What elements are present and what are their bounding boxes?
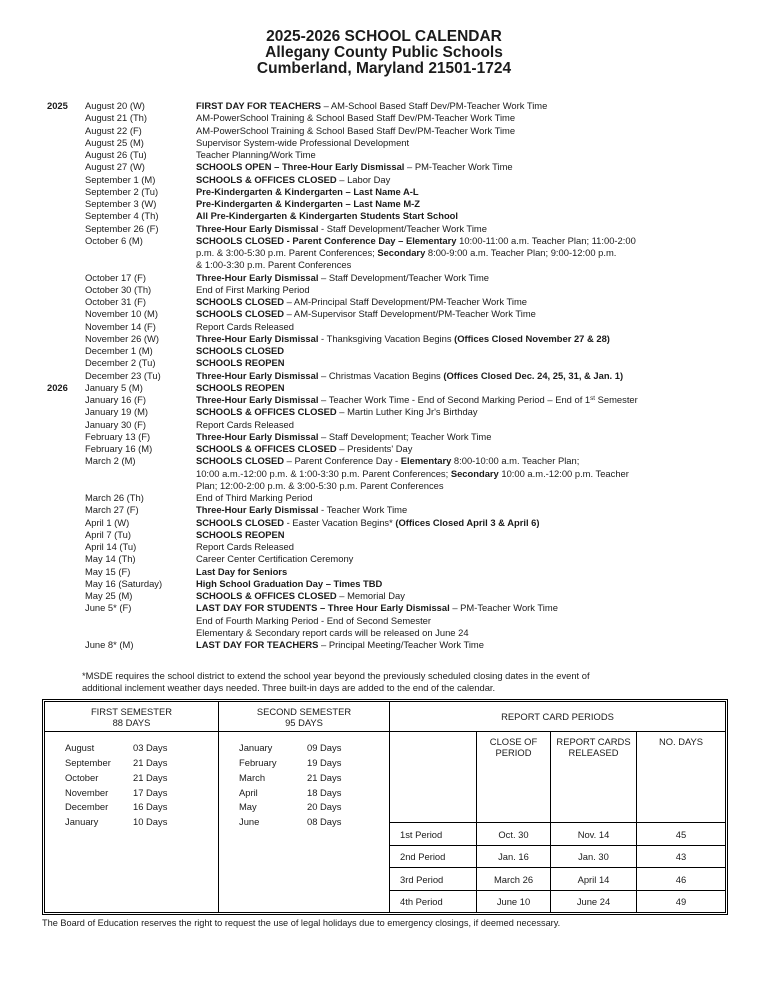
entry-date: May 15 (F) <box>85 565 131 577</box>
entry-text-segment: st <box>590 395 596 402</box>
entry-description <box>196 382 742 394</box>
calendar-entry <box>47 602 742 639</box>
entry-description <box>196 443 742 455</box>
month-days: 09 Days <box>307 742 342 754</box>
calendar-entry <box>47 357 742 369</box>
first-semester-days: 88 DAYS <box>112 717 151 729</box>
entry-text-segment: Supervisor System-wide Professional Development <box>196 136 410 148</box>
calendar-entry <box>47 296 742 308</box>
calendar-entry <box>47 100 742 112</box>
entry-description <box>196 590 742 602</box>
entry-description <box>196 223 742 235</box>
entry-text-segment: p.m. & 3:00-5:30 p.m. Parent Conferences; <box>196 247 378 258</box>
report-card-cell: 46 <box>636 867 725 890</box>
entry-text-segment: Three-Hour Early Dismissal <box>196 369 319 381</box>
entry-text-segment: Pre-Kindergarten & Kindergarten – Last Name A-L <box>196 185 419 197</box>
entry-description <box>196 296 742 308</box>
entry-text-segment: LAST DAY FOR STUDENTS – Three Hour Early Dismissal <box>196 602 450 614</box>
month-row <box>239 755 389 770</box>
entry-date: January 5 (M) <box>85 381 143 393</box>
month-name: September <box>65 756 111 768</box>
month-days: 10 Days <box>133 816 168 828</box>
entry-text-segment: SCHOOLS REOPEN <box>196 357 285 369</box>
month-row <box>239 740 389 755</box>
entry-text-segment: Report Cards Released <box>196 320 294 332</box>
calendar-entry <box>47 333 742 345</box>
entry-text-segment: SCHOOLS CLOSED - Parent Conference Day – Elementary <box>196 234 457 246</box>
entry-year: 2026 <box>47 381 68 393</box>
month-name: March <box>239 771 266 783</box>
calendar-entry <box>47 210 742 222</box>
entry-text-segment: – AM-Principal Staff Development/PM-Teacher Work Time <box>284 296 527 307</box>
report-card-cell: Nov. 14 <box>550 822 636 845</box>
second-semester-header <box>219 702 389 732</box>
calendar-entry <box>47 578 742 590</box>
entry-date: December 1 (M) <box>85 345 153 356</box>
calendar-entry <box>47 455 742 492</box>
entry-description <box>196 529 742 541</box>
entry-date: August 20 (W) <box>85 100 145 111</box>
district-name: Allegany County Public Schools <box>265 44 503 61</box>
entry-description <box>196 578 742 590</box>
entry-text-segment: All Pre-Kindergarten & Kindergarten Students Start School <box>196 210 459 222</box>
report-card-period-label: 3rd Period <box>390 867 476 890</box>
report-card-cell: 45 <box>636 822 725 845</box>
entry-description <box>196 321 742 333</box>
entry-text-segment: SCHOOLS REOPEN <box>196 528 285 540</box>
month-days: 03 Days <box>133 742 168 754</box>
entry-description <box>196 112 742 124</box>
report-card-column-header: REPORT CARDS RELEASED <box>550 732 636 822</box>
entry-text-segment: SCHOOLS & OFFICES CLOSED <box>196 173 337 185</box>
month-days: 17 Days <box>133 786 168 798</box>
entry-text-segment: FIRST DAY FOR TEACHERS <box>196 100 322 111</box>
entry-date: January 16 (F) <box>85 394 146 405</box>
report-card-column-header <box>390 732 476 822</box>
calendar-entry <box>47 308 742 320</box>
month-days: 18 Days <box>307 786 342 798</box>
month-row <box>239 799 389 814</box>
entry-text-segment: Secondary <box>450 467 499 479</box>
entry-text-segment: – Martin Luther King Jr's Birthday <box>336 406 478 418</box>
report-card-panel <box>390 702 725 912</box>
month-days: 21 Days <box>133 771 168 783</box>
summary-table <box>42 699 728 915</box>
report-card-cell: April 14 <box>550 867 636 890</box>
entry-description <box>196 504 742 516</box>
entry-text-segment: Three-Hour Early Dismissal <box>196 222 319 234</box>
entry-text-segment: - Teacher Work Time <box>318 504 408 516</box>
entry-date: June 5* (F) <box>85 602 132 614</box>
entry-date: October 6 (M) <box>85 234 143 246</box>
report-card-cell: 49 <box>636 890 725 913</box>
month-row <box>65 785 218 800</box>
month-days: 19 Days <box>307 756 342 768</box>
entry-description <box>196 602 742 639</box>
entry-date: September 4 (Th) <box>85 210 159 222</box>
entry-text-segment: End of Third Marking Period <box>196 492 313 503</box>
entry-text-segment: 10:00 a.m.-12:00 p.m. & 1:00-3:30 p.m. Parent Conferences; <box>196 467 451 479</box>
entry-description <box>196 308 742 320</box>
entry-description <box>196 210 742 222</box>
first-semester-header <box>45 702 218 732</box>
second-semester-days: 95 DAYS <box>285 717 323 729</box>
month-row <box>65 814 218 829</box>
entry-text-segment: Teacher Planning/Work Time <box>196 149 316 160</box>
calendar-entry <box>47 443 742 455</box>
entry-text-segment: SCHOOLS & OFFICES CLOSED <box>196 590 337 601</box>
month-days: 08 Days <box>307 816 342 828</box>
month-name: May <box>239 801 257 813</box>
second-semester-months <box>219 732 389 829</box>
entry-date: September 26 (F) <box>85 222 159 234</box>
report-card-period-label: 2nd Period <box>390 845 476 868</box>
report-card-cell: Oct. 30 <box>476 822 550 845</box>
month-name: February <box>239 756 277 768</box>
entry-date: September 3 (W) <box>85 198 157 209</box>
entry-date: January 30 (F) <box>85 418 146 430</box>
month-row <box>65 799 218 814</box>
entry-text-segment: Report Cards Released <box>196 418 294 430</box>
entry-description <box>196 357 742 369</box>
entry-description <box>196 125 742 137</box>
report-card-cell: June 10 <box>476 890 550 913</box>
entry-date: March 26 (Th) <box>85 492 144 503</box>
calendar-entry <box>47 235 742 272</box>
report-card-cell: 43 <box>636 845 725 868</box>
month-name: April <box>239 786 258 798</box>
entry-text-segment: Three-Hour Early Dismissal <box>196 430 319 442</box>
report-card-column-header: CLOSE OF PERIOD <box>476 732 550 822</box>
entry-text-segment: – PM-Teacher Work Time <box>404 161 513 173</box>
report-card-cell: Jan. 16 <box>476 845 550 868</box>
entry-text-segment: 10:00-11:00 a.m. Teacher Plan; 11:00-2:00 <box>456 234 636 246</box>
entry-text-segment: – Presidents' Day <box>336 443 413 454</box>
calendar-entry <box>47 321 742 333</box>
calendar-entry <box>47 639 742 651</box>
calendar-entry <box>47 382 742 394</box>
msde-footnote <box>82 670 768 693</box>
entry-description <box>196 394 742 406</box>
entry-description <box>196 174 742 186</box>
calendar-entry <box>47 137 742 149</box>
entry-date: April 14 (Tu) <box>85 541 137 552</box>
calendar-entry <box>47 186 742 198</box>
entry-text-segment: LAST DAY FOR TEACHERS <box>196 639 319 650</box>
page-title: 2025-2026 SCHOOL CALENDAR <box>266 28 502 45</box>
calendar-entry <box>47 112 742 124</box>
month-name: January <box>65 816 99 828</box>
entry-text-segment: End of Fourth Marking Period - End of Second Semester <box>196 614 432 626</box>
calendar-entry <box>47 419 742 431</box>
report-card-grid <box>390 732 725 912</box>
entry-text-segment: SCHOOLS & OFFICES CLOSED <box>196 406 337 418</box>
entry-date: April 1 (W) <box>85 516 130 528</box>
entry-description <box>196 186 742 198</box>
first-semester-title: FIRST SEMESTER <box>90 706 173 718</box>
entry-description <box>196 137 742 149</box>
month-name: January <box>239 742 273 754</box>
second-semester-title: SECOND SEMESTER <box>256 706 352 718</box>
entry-text-segment: – Christmas Vacation Begins <box>318 369 444 381</box>
entry-date: April 7 (Tu) <box>85 528 132 540</box>
entry-date: May 14 (Th) <box>85 553 136 565</box>
entry-text-segment: SCHOOLS CLOSED <box>196 455 285 467</box>
entry-text-segment: - Staff Development/Teacher Work Time <box>318 222 487 234</box>
entry-text-segment: SCHOOLS CLOSED <box>196 296 285 307</box>
entry-text-segment: Elementary & Secondary report cards will be released on June 24 <box>196 626 469 638</box>
entry-text-segment: – Labor Day <box>336 173 391 185</box>
calendar-entry <box>47 149 742 161</box>
entry-description <box>196 419 742 431</box>
entry-text-segment: Report Cards Released <box>196 541 294 552</box>
entry-description <box>196 541 742 553</box>
entry-text-segment: Secondary <box>377 247 426 258</box>
calendar-entry <box>47 174 742 186</box>
entry-description <box>196 492 742 504</box>
first-semester-months <box>45 732 218 829</box>
entry-text-segment: High School Graduation Day – Times TBD <box>196 577 383 589</box>
month-row <box>65 770 218 785</box>
month-row <box>65 740 218 755</box>
entry-date: September 2 (Tu) <box>85 185 159 197</box>
entry-date: October 17 (F) <box>85 271 146 283</box>
entry-text-segment: – Parent Conference Day - <box>284 455 401 467</box>
entry-text-segment: – PM-Teacher Work Time <box>449 602 558 614</box>
calendar-entry <box>47 566 742 578</box>
report-card-title: REPORT CARD PERIODS <box>390 702 725 732</box>
calendar-entry <box>47 492 742 504</box>
calendar-entry <box>47 504 742 516</box>
entry-text-segment: – Staff Development; Teacher Work Time <box>318 430 492 442</box>
entry-date: August 21 (Th) <box>85 112 148 124</box>
month-days: 21 Days <box>133 756 168 768</box>
entry-date: November 14 (F) <box>85 320 156 332</box>
entry-text-segment: - Easter Vacation Begins* <box>284 516 396 528</box>
entry-description <box>196 639 742 651</box>
month-row <box>239 814 389 829</box>
entry-text-segment: Semester <box>595 394 638 405</box>
board-note: The Board of Education reserves the right to request the use of legal holidays due to emergency closings, if deemed necessary. <box>42 918 561 929</box>
entry-date: November 26 (W) <box>85 332 159 344</box>
entry-text-segment: – AM-School Based Staff Dev/PM-Teacher Work Time <box>321 100 548 111</box>
entry-text-segment: 8:00-10:00 a.m. Teacher Plan; <box>451 455 580 467</box>
msde-footnote-line1: *MSDE requires the school district to extend the school year beyond the previously scheduled closing dates in the event of <box>82 670 590 682</box>
report-card-period-label: 1st Period <box>390 822 476 845</box>
entry-description <box>196 198 742 210</box>
entry-text-segment: Plan; 12:00-2:00 p.m. & 3:00-5:30 p.m. Parent Conferences <box>196 479 444 491</box>
report-card-cell: Jan. 30 <box>550 845 636 868</box>
calendar-entry <box>47 370 742 382</box>
entry-description <box>196 272 742 284</box>
entry-text-segment: (Offices Closed April 3 & April 6) <box>395 516 540 528</box>
month-days: 16 Days <box>133 801 168 813</box>
entry-description <box>196 149 742 161</box>
entry-text-segment: 10:00 a.m.-12:00 p.m. Teacher <box>498 467 629 479</box>
entry-description <box>196 345 742 357</box>
calendar-entry <box>47 394 742 406</box>
calendar-entry <box>47 125 742 137</box>
entry-description <box>196 455 742 492</box>
entry-text-segment: Career Center Certification Ceremony <box>196 553 354 565</box>
entry-text-segment: – AM-Supervisor Staff Development/PM-Teacher Work Time <box>284 308 536 320</box>
entry-text-segment: & 1:00-3:30 p.m. Parent Conferences <box>196 259 352 271</box>
calendar-entry <box>47 223 742 235</box>
entry-text-segment: 8:00-9:00 a.m. Teacher Plan; 9:00-12:00 p.m. <box>425 247 617 258</box>
entry-text-segment: Elementary <box>400 455 452 467</box>
month-name: November <box>65 786 109 798</box>
entry-date: August 22 (F) <box>85 124 142 136</box>
entry-text-segment: SCHOOLS CLOSED <box>196 516 285 528</box>
entry-text-segment: End of First Marking Period <box>196 283 310 295</box>
first-semester-panel <box>45 702 219 912</box>
entry-text-segment: Three-Hour Early Dismissal <box>196 504 319 516</box>
calendar-entry <box>47 517 742 529</box>
entry-description <box>196 333 742 345</box>
entry-date: August 27 (W) <box>85 161 145 173</box>
entry-text-segment: SCHOOLS OPEN – Three-Hour Early Dismissal <box>196 161 405 173</box>
report-card-cell: June 24 <box>550 890 636 913</box>
calendar-entry <box>47 590 742 602</box>
entry-text-segment: Three-Hour Early Dismissal <box>196 332 319 344</box>
entry-description <box>196 370 742 382</box>
msde-footnote-line2: additional inclement weather days needed. Three built-in days are added to the end of the calendar. <box>82 681 496 693</box>
entry-text-segment: – Memorial Day <box>336 590 405 601</box>
calendar-entry <box>47 272 742 284</box>
entry-text-segment: SCHOOLS REOPEN <box>196 381 285 393</box>
entry-text-segment: - Thanksgiving Vacation Begins <box>318 332 455 344</box>
entry-text-segment: AM-PowerSchool Training & School Based Staff Dev/PM-Teacher Work Time <box>196 124 516 136</box>
calendar-entry <box>47 529 742 541</box>
month-name: August <box>65 742 95 754</box>
report-card-period-label: 4th Period <box>390 890 476 913</box>
entry-description <box>196 406 742 418</box>
entry-description <box>196 517 742 529</box>
month-name: December <box>65 801 109 813</box>
month-name: June <box>239 816 260 828</box>
entry-text-segment: SCHOOLS CLOSED <box>196 345 285 356</box>
entry-date: January 19 (M) <box>85 406 149 418</box>
entry-description <box>196 431 742 443</box>
entry-year: 2025 <box>47 100 68 111</box>
calendar-entry <box>47 406 742 418</box>
calendar-entry <box>47 541 742 553</box>
report-card-column-header: NO. DAYS <box>636 732 725 822</box>
calendar-entry <box>47 198 742 210</box>
second-semester-panel <box>219 702 390 912</box>
entry-date: December 23 (Tu) <box>85 369 161 381</box>
entry-text-segment: Three-Hour Early Dismissal <box>196 394 319 405</box>
month-row <box>65 755 218 770</box>
entry-text-segment: – Staff Development/Teacher Work Time <box>318 271 490 283</box>
entry-date: September 1 (M) <box>85 173 156 185</box>
month-days: 20 Days <box>307 801 342 813</box>
report-card-cell: March 26 <box>476 867 550 890</box>
document-title-block <box>0 0 768 77</box>
month-days: 21 Days <box>307 771 342 783</box>
entry-description <box>196 100 742 112</box>
entry-text-segment: (Offices Closed Dec. 24, 25, 31, & Jan. 1) <box>443 369 624 381</box>
entry-description <box>196 161 742 173</box>
entry-date: May 25 (M) <box>85 590 133 601</box>
entry-date: August 25 (M) <box>85 136 144 148</box>
entry-date: October 31 (F) <box>85 296 146 307</box>
entry-date: December 2 (Tu) <box>85 357 156 369</box>
entry-date: August 26 (Tu) <box>85 149 147 160</box>
month-name: October <box>65 771 99 783</box>
month-row <box>239 770 389 785</box>
entry-date: February 16 (M) <box>85 443 153 454</box>
calendar-entry <box>47 284 742 296</box>
entry-date: March 2 (M) <box>85 455 136 467</box>
entry-description <box>196 553 742 565</box>
month-row <box>239 785 389 800</box>
entry-text-segment: SCHOOLS & OFFICES CLOSED <box>196 443 337 454</box>
entry-text-segment: (Offices Closed November 27 & 28) <box>454 332 610 344</box>
entry-text-segment: AM-PowerSchool Training & School Based Staff Dev/PM-Teacher Work Time <box>196 112 516 124</box>
entry-text-segment: – Teacher Work Time - End of Second Marking Period – End of 1 <box>318 394 591 405</box>
entry-date: February 13 (F) <box>85 430 151 442</box>
entry-date: June 8* (M) <box>85 639 134 650</box>
entry-date: October 30 (Th) <box>85 283 152 295</box>
calendar-schedule <box>47 100 742 651</box>
entry-text-segment: SCHOOLS CLOSED <box>196 308 285 320</box>
entry-date: May 16 (Saturday) <box>85 577 163 589</box>
entry-date: March 27 (F) <box>85 504 139 516</box>
entry-description <box>196 235 742 272</box>
entry-text-segment: Last Day for Seniors <box>196 565 288 577</box>
entry-text-segment: Pre-Kindergarten & Kindergarten – Last Name M-Z <box>196 198 421 209</box>
district-address: Cumberland, Maryland 21501-1724 <box>256 60 512 77</box>
calendar-entry <box>47 431 742 443</box>
entry-date: November 10 (M) <box>85 308 158 320</box>
entry-text-segment: – Principal Meeting/Teacher Work Time <box>318 639 484 650</box>
entry-description <box>196 566 742 578</box>
calendar-entry <box>47 553 742 565</box>
calendar-entry <box>47 161 742 173</box>
entry-description <box>196 284 742 296</box>
entry-text-segment: Three-Hour Early Dismissal <box>196 271 319 283</box>
calendar-entry <box>47 345 742 357</box>
